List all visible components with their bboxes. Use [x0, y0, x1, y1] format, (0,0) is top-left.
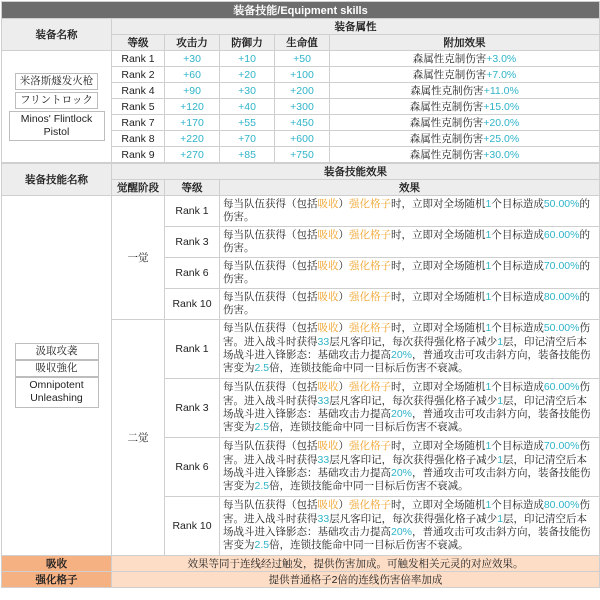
def-cell: +20 [220, 67, 275, 83]
def-cell: +70 [220, 131, 275, 147]
equip-name-header: 装备名称 [2, 19, 112, 51]
rank-cell: Rank 6 [165, 258, 220, 289]
rank-cell: Rank 1 [112, 51, 165, 67]
stage-label: 二觉 [112, 320, 165, 556]
def-cell: +85 [220, 147, 275, 163]
effect-cell: 森属性克制伤害+7.0% [330, 67, 600, 83]
def-cell: +40 [220, 99, 275, 115]
rank-cell: Rank 3 [165, 379, 220, 438]
rank-cell: Rank 3 [165, 227, 220, 258]
atk-cell: +90 [165, 83, 220, 99]
skill-effect-cell: 每当队伍获得（包括吸收）强化格子时，立即对全场随机1个目标造成60.00%伤害。进入战斗时获得33层凡客印记，每次获得强化格子减少1层，印记清空后本场战斗进入锋影态：基础攻击力提高20%，普通攻击可攻击斜方向，装备技能伤害变为2.5倍，连锁技能命中同一目标后伤害不衰减。 [220, 379, 600, 438]
hp-cell: +450 [275, 115, 330, 131]
effect-cell: 森属性克制伤害+20.0% [330, 115, 600, 131]
hp-cell: +100 [275, 67, 330, 83]
rank-cell: Rank 1 [165, 196, 220, 227]
footer-text: 效果等同于连线经过触发，提供伤害加成。可触发相关元灵的对应效果。 [112, 556, 600, 572]
skill-effect-cell: 每当队伍获得（包括吸收）强化格子时，立即对全场随机1个目标造成70.00%的伤害。 [220, 258, 600, 289]
skill-row [2, 196, 600, 227]
skill-effect-header: 装备技能效果 [112, 164, 600, 180]
def-cell: +30 [220, 83, 275, 99]
atk-cell: +270 [165, 147, 220, 163]
equipment-skills-table [1, 1, 600, 163]
skill-effect-cell: 每当队伍获得（包括吸收）强化格子时，立即对全场随机1个目标造成50.00%伤害。进入战斗时获得33层凡客印记，每次获得强化格子减少1层，印记清空后本场战斗进入锋影态：基础攻击力提高20%，普通攻击可攻击斜方向，装备技能伤害变为2.5倍，连锁技能命中同一目标后伤害不衰减。 [220, 320, 600, 379]
hp-cell: +50 [275, 51, 330, 67]
def-cell: +10 [220, 51, 275, 67]
equip-row [2, 51, 600, 67]
skill-effect-cell: 每当队伍获得（包括吸收）强化格子时，立即对全场随机1个目标造成70.00%伤害。进入战斗时获得33层凡客印记，每次获得强化格子减少1层，印记清空后本场战斗进入锋影态：基础攻击力提高20%，普通攻击可攻击斜方向，装备技能伤害变为2.5倍，连锁技能命中同一目标后伤害不衰减。 [220, 438, 600, 497]
rank-cell: Rank 10 [165, 497, 220, 556]
effect-cell: 森属性克制伤害+30.0% [330, 147, 600, 163]
skill-name-header: 装备技能名称 [2, 164, 112, 196]
col-header-rank: 等级 [165, 180, 220, 196]
skill-name-cell [2, 196, 112, 556]
skill-effect-cell: 每当队伍获得（包括吸收）强化格子时，立即对全场随机1个目标造成80.00%的伤害。 [220, 289, 600, 320]
footer-text: 提供普通格子2倍的连线伤害倍率加成 [112, 572, 600, 588]
def-cell: +55 [220, 115, 275, 131]
skill-name-en: Omnipotent Unleashing [15, 377, 99, 408]
rank-cell: Rank 9 [112, 147, 165, 163]
rank-cell: Rank 7 [112, 115, 165, 131]
page-title: 装备技能/Equipment skills [2, 2, 600, 19]
skill-effect-cell: 每当队伍获得（包括吸收）强化格子时，立即对全场随机1个目标造成50.00%的伤害。 [220, 196, 600, 227]
equip-name-cell [2, 51, 112, 163]
effect-cell: 森属性克制伤害+25.0% [330, 131, 600, 147]
equip-name-cn: 米洛斯燧发火枪 [15, 73, 99, 90]
atk-cell: +120 [165, 99, 220, 115]
col-header-level: 等级 [112, 35, 165, 51]
skill-table [1, 163, 600, 588]
effect-cell: 森属性克制伤害+11.0% [330, 83, 600, 99]
col-header-atk: 攻击力 [165, 35, 220, 51]
skill-effect-cell: 每当队伍获得（包括吸收）强化格子时，立即对全场随机1个目标造成80.00%伤害。进入战斗时获得33层凡客印记，每次获得强化格子减少1层，印记清空后本场战斗进入锋影态：基础攻击力提高20%，普通攻击可攻击斜方向，装备技能伤害变为2.5倍，连锁技能命中同一目标后伤害不衰减。 [220, 497, 600, 556]
footer-label: 强化格子 [2, 572, 112, 588]
hp-cell: +200 [275, 83, 330, 99]
effect-cell: 森属性克制伤害+15.0% [330, 99, 600, 115]
hp-cell: +750 [275, 147, 330, 163]
stage-label: 一觉 [112, 196, 165, 320]
col-header-effect: 附加效果 [330, 35, 600, 51]
effect-cell: 森属性克制伤害+3.0% [330, 51, 600, 67]
skill-effect-cell: 每当队伍获得（包括吸收）强化格子时，立即对全场随机1个目标造成60.00%的伤害。 [220, 227, 600, 258]
hp-cell: +300 [275, 99, 330, 115]
rank-cell: Rank 1 [165, 320, 220, 379]
col-header-stage: 觉醒阶段 [112, 180, 165, 196]
rank-cell: Rank 10 [165, 289, 220, 320]
col-header-hp: 生命值 [275, 35, 330, 51]
rank-cell: Rank 6 [165, 438, 220, 497]
atk-cell: +220 [165, 131, 220, 147]
hp-cell: +600 [275, 131, 330, 147]
skill-name-cn: 汲取攻袭 [15, 343, 99, 360]
col-header-def: 防御力 [220, 35, 275, 51]
footer-row [2, 572, 600, 588]
footer-row [2, 556, 600, 572]
equip-attr-header: 装备属性 [112, 19, 600, 35]
equip-name-en: Minos' Flintlock Pistol [9, 111, 105, 141]
atk-cell: +30 [165, 51, 220, 67]
equip-name-jp: フリントロック [15, 92, 98, 109]
footer-label: 吸收 [2, 556, 112, 572]
rank-cell: Rank 4 [112, 83, 165, 99]
col-header-skill-effect: 效果 [220, 180, 600, 196]
rank-cell: Rank 5 [112, 99, 165, 115]
rank-cell: Rank 2 [112, 67, 165, 83]
skill-name-jp: 吸収強化 [15, 360, 99, 377]
atk-cell: +170 [165, 115, 220, 131]
atk-cell: +60 [165, 67, 220, 83]
rank-cell: Rank 8 [112, 131, 165, 147]
